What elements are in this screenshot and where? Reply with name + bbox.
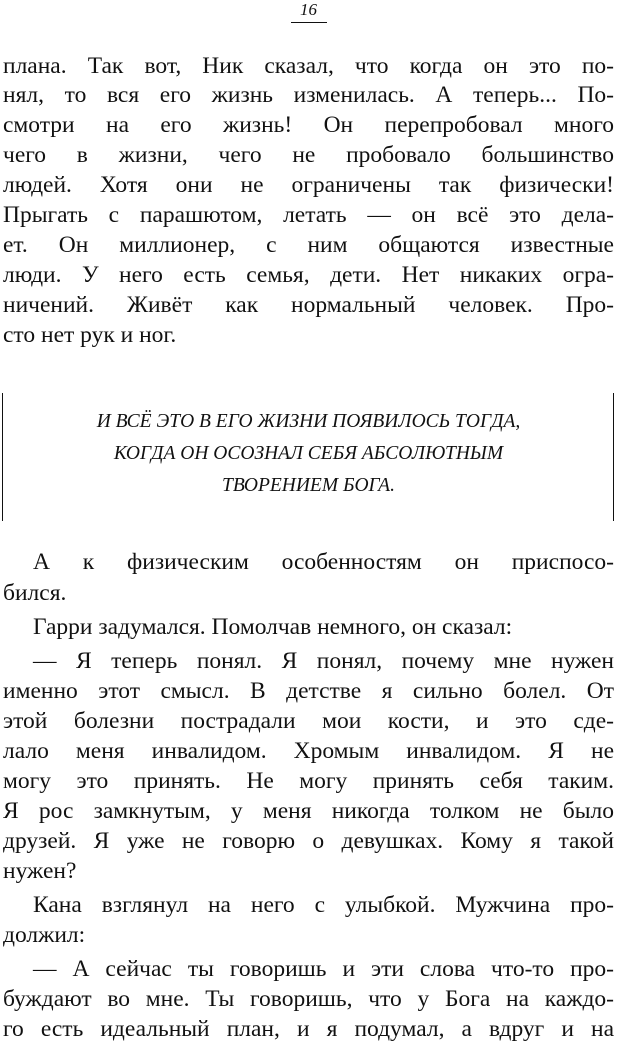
quote-right-rule bbox=[613, 393, 614, 521]
pull-quote-line: ТВОРЕНИЕМ БОГА. bbox=[222, 475, 395, 496]
text-line: друзей. Я уже не говорю о девушках. Кому я такой bbox=[3, 828, 614, 854]
text-line: плана. Так вот, Ник сказал, что когда он это по- bbox=[3, 53, 614, 79]
text-line: нужен? bbox=[3, 858, 77, 884]
text-line: людей. Хотя они не ограничены так физически! bbox=[3, 172, 614, 198]
text-line: — А сейчас ты говоришь и эти слова что-то про- bbox=[33, 956, 614, 982]
quote-left-rule bbox=[2, 393, 3, 521]
text-line: должил: bbox=[3, 922, 86, 948]
page-number: 16 bbox=[300, 0, 317, 19]
text-line: чего в жизни, чего не пробовало большинство bbox=[3, 142, 614, 168]
pull-quote-line: КОГДА ОН ОСОЗНАЛ СЕБЯ АБСОЛЮТНЫМ bbox=[113, 443, 504, 464]
text-line: Кана взглянул на него с улыбкой. Мужчина про- bbox=[33, 892, 614, 918]
text-line: сто нет рук и ног. bbox=[3, 322, 177, 348]
text-line: этой болезни пострадали мои кости, и это сде- bbox=[3, 708, 614, 734]
text-line: ет. Он миллионер, с ним общаются известные bbox=[3, 232, 614, 258]
text-line: буждают во мне. Ты говоришь, что у Бога на каждо- bbox=[3, 986, 614, 1012]
text-line: Я рос замкнутым, у меня никогда толком не было bbox=[3, 798, 614, 824]
text-line: ничений. Живёт как нормальный человек. Про- bbox=[3, 292, 614, 318]
text-line: Гарри задумался. Помолчав немного, он сказал: bbox=[33, 614, 513, 640]
page-number-underline bbox=[291, 22, 327, 23]
text-line: могу это принять. Не могу принять себя таким. bbox=[3, 768, 614, 794]
text-line: лало меня инвалидом. Хромым инвалидом. Я не bbox=[3, 738, 614, 764]
text-line: именно этот смысл. В детстве я сильно болел. От bbox=[3, 678, 614, 704]
text-line: Прыгать с парашютом, летать — он всё это дела- bbox=[3, 202, 614, 228]
text-line: бился. bbox=[3, 580, 67, 606]
pull-quote-line: И ВСЁ ЭТО В ЕГО ЖИЗНИ ПОЯВИЛОСЬ ТОГДА, bbox=[96, 411, 521, 432]
text-line: люди. У него есть семья, дети. Нет никаких огра- bbox=[3, 262, 614, 288]
text-line: А к физическим особенностям он приспосо- bbox=[33, 549, 614, 575]
text-line: — Я теперь понял. Я понял, почему мне нужен bbox=[33, 648, 614, 674]
text-line: нял, то вся его жизнь изменилась. А теперь... По- bbox=[3, 82, 614, 108]
text-line: смотри на его жизнь! Он перепробовал много bbox=[3, 112, 614, 138]
text-line: го есть идеальный план, и я подумал, а вдруг и на bbox=[3, 1016, 614, 1042]
